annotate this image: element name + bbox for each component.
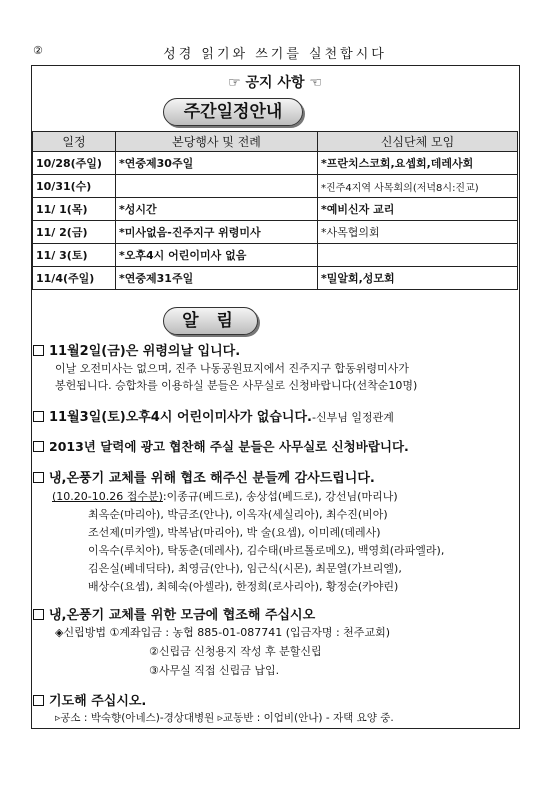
item-2-note: -신부님 일정관계 (311, 411, 394, 424)
row-parish (116, 175, 318, 198)
checkbox-icon (33, 411, 44, 422)
row-date: 10/28(주일) (33, 152, 116, 175)
announce-title: 알 림 (163, 307, 258, 335)
table-row (33, 221, 518, 244)
row-parish: *오후4시 어린이미사 없음 (116, 244, 318, 267)
row-parish: *연중제31주일 (116, 267, 318, 290)
item-5-line-2: ②신립금 신청용지 작성 후 분할신립 (149, 645, 322, 658)
row-date: 11/ 3(토) (33, 244, 116, 267)
announce-item-2 (33, 406, 394, 425)
row-group (318, 244, 518, 267)
item-5-line-1: ◈신립방법 ①계좌입금 : 농협 885-01-087741 (입금자명 : 천주교회) (55, 626, 390, 639)
item-4-line-6: 배상수(요셉), 최혜숙(아셀라), 한정희(로사리아), 황정순(카야린) (88, 580, 399, 593)
row-parish: *성시간 (116, 198, 318, 221)
row-parish: *미사없음-진주지구 위령미사 (116, 221, 318, 244)
row-parish: *연중제30주일 (116, 152, 318, 175)
item-5-line-3: ③사무실 직접 신립금 납입. (149, 664, 280, 677)
item-5-title: 냉,온풍기 교체를 위한 모금에 협조해 주십시오 (49, 608, 316, 623)
item-1-line-1: 이날 오전미사는 없으며, 진주 나동공원묘지에서 진주지구 합동위령미사가 (55, 362, 409, 375)
page-header-title: 성경 읽기와 쓰기를 실천합시다 (163, 47, 387, 62)
table-row (33, 198, 518, 221)
row-group: *프란치스코회,요셉회,데레사회 (318, 152, 518, 175)
item-4-line-1 (52, 488, 398, 504)
header-date: 일정 (33, 132, 116, 152)
announce-item-3 (33, 437, 409, 455)
checkbox-icon (33, 695, 44, 706)
announce-item-1 (33, 340, 240, 359)
notice-title: ☞ 공지 사항 ☜ (228, 75, 322, 91)
schedule-table (32, 131, 518, 290)
announce-item-4 (33, 467, 375, 486)
row-group: *진주4지역 사목회의(저녁8시:진교) (318, 175, 518, 198)
table-row (33, 244, 518, 267)
row-group: *사목협의회 (318, 221, 518, 244)
checkbox-icon (33, 472, 44, 483)
checkbox-icon (33, 609, 44, 620)
row-date: 11/ 2(금) (33, 221, 116, 244)
announce-item-6 (33, 690, 146, 709)
row-date: 11/4(주일) (33, 267, 116, 290)
item-4-line-3: 조선제(미카엘), 박복남(마리아), 박 술(요셉), 이미례(데레사) (88, 526, 381, 539)
item-4-line-5: 김은실(베네딕타), 최영금(안나), 임근식(시몬), 최문열(가브리엘), (88, 562, 402, 575)
table-header-row (33, 132, 518, 152)
item-4-line-4: 이옥수(루치아), 탁동춘(데레사), 김수태(바르톨로메오), 백영희(라파엘라), (88, 544, 445, 557)
item-4-names-1: :이종규(베드로), 송상섭(베드로), 강선님(마리나) (162, 490, 398, 503)
header-parish: 본당행사 및 전례 (116, 132, 318, 152)
item-1-title: 11월2일(금)은 위령의날 입니다. (49, 344, 241, 359)
item-6-title: 기도해 주십시오. (49, 694, 147, 709)
item-4-line-2: 최옥순(마리아), 박금조(안나), 이옥자(세실리아), 최수진(비아) (88, 508, 388, 521)
announce-item-5 (33, 604, 315, 623)
schedule-title: 주간일정안내 (163, 98, 303, 126)
checkbox-icon (33, 441, 44, 452)
row-group: *예비신자 교리 (318, 198, 518, 221)
table-row (33, 175, 518, 198)
page-number: ② (33, 44, 43, 57)
header-group: 신심단체 모임 (318, 132, 518, 152)
item-4-period: (10.20-10.26 접수분) (52, 490, 163, 503)
row-date: 10/31(수) (33, 175, 116, 198)
item-2-title: 11월3일(토)오후4시 어린이미사가 없습니다. (49, 410, 312, 425)
row-group: *밀알회,성모회 (318, 267, 518, 290)
table-row (33, 267, 518, 290)
item-1-line-2: 봉헌됩니다. 승합차를 이용하실 분들은 사무실로 신청바랍니다(선착순10명) (55, 379, 418, 392)
item-4-title: 냉,온풍기 교체를 위해 협조 해주신 분들께 감사드립니다. (49, 471, 375, 486)
row-date: 11/ 1(목) (33, 198, 116, 221)
checkbox-icon (33, 345, 44, 356)
item-6-line-1: ▹공소 : 박숙향(아네스)-경상대병원 ▹교동반 : 이업비(안나) - 자택 요양 중. (55, 712, 394, 724)
table-row (33, 152, 518, 175)
item-3-title: 2013년 달력에 광고 협찬해 주실 분들은 사무실로 신청바랍니다. (49, 439, 409, 454)
